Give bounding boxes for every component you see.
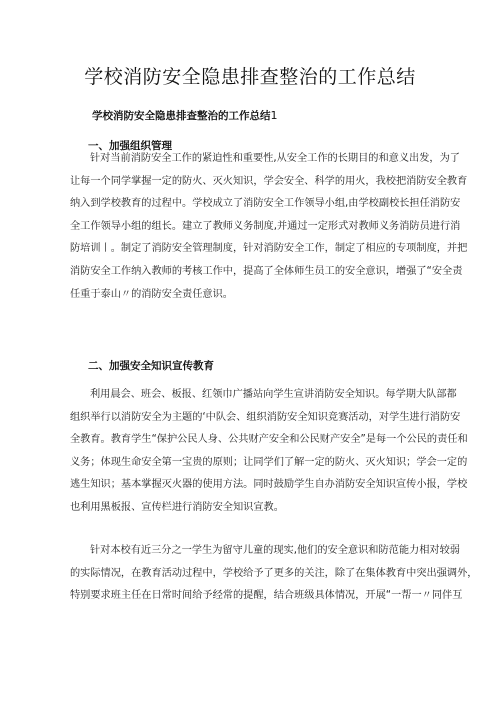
paragraph-line: 的实际情况，在教育活动过程中，学校给予了更多的关注，除了在集体教育中突出强调外， [70,567,478,579]
paragraph-line: 利用晨会、班会、板报、红领巾广播站向学生宣讲消防安全知识。每学期大队部都 [90,389,457,400]
document-subtitle [92,108,278,123]
subtitle-text: 学校消防安全隐患排查整治的工作总结 [92,110,271,122]
paragraph-line: 逃生知识；基本掌握灭火器的使用方法。同时鼓励学生自办消防安全知识宣传小报，学校 [70,479,468,491]
paragraph-line: 全工作领导小组的组长。建立了教师义务制度,并通过一定形式对教师义务消防员进行消 [70,220,461,232]
section-heading-publicity: 二、加强安全知识宣传教育 [88,360,214,372]
paragraph-left-behind-children [70,540,478,608]
paragraph-organization [70,148,468,306]
paragraph-line: 让每一个同学掌握一定的防火、灭火知识，学会安全、科学的用火，我校把消防安全教育 [70,175,468,187]
paragraph-line: 任重于泰山〃的消防安全责任意识。 [70,288,233,300]
paragraph-line: 义务；体现生命安全第一宝贵的原则；让同学们了解一定的防火、灭火知识；学会一定的 [70,456,468,468]
paragraph-line: 针对当前消防安全工作的紧迫性和重要性,从安全工作的长期目的和意义出发，为了 [90,153,460,164]
paragraph-line: 特别要求班主任在日常时间给予经常的提醒，结合班级具体情况，开展“一帮一〃同伴互 [70,590,463,602]
paragraph-line: 防培训丨。制定了消防安全管理制度，针对消防安全工作，制定了相应的专项制度，并把 [70,243,468,255]
paragraph-line: 全教育。教育学生“保护公民人身、公共财产安全和公民财产安全”是每一个公民的责任和 [70,434,468,446]
paragraph-line: 也利用黑板报、宣传栏进行消防安全知识宣教。 [70,501,284,513]
subtitle-number: 1 [270,109,278,122]
paragraph-line: 纳入到学校教育的过程中。学校成立了消防安全工作领导小组,由学校副校长担任消防安 [70,198,461,210]
paragraph-publicity [70,384,468,520]
section-heading-organization: 一、加强组织管理 [88,140,172,152]
document-title: 学校消防安全隐患排查整治的工作总结 [84,66,416,88]
paragraph-line: 消防安全工作纳入教师的考核工作中，提高了全体师生员工的安全意识，增强了“安全责 [70,265,463,277]
paragraph-line: 组织举行以消防安全为主题的‘中队会、组织消防安全知识竞赛活动，对学生进行消防安 [70,411,461,423]
paragraph-line: 针对本校有近三分之一学生为留守儿童的现实,他们的安全意识和防范能力相对较弱 [90,545,460,556]
